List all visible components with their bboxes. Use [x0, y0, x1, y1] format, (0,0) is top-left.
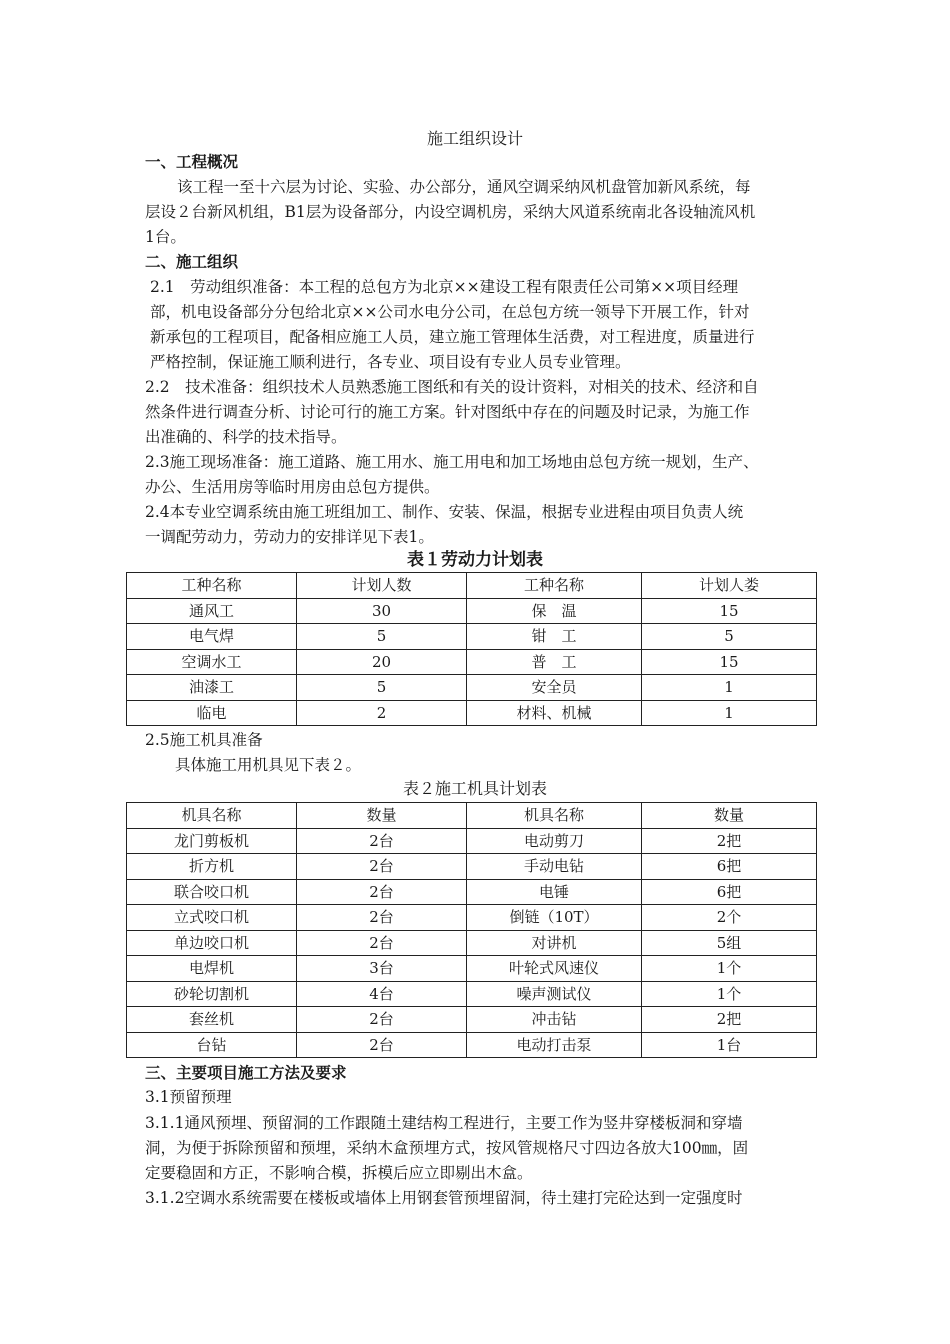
- table-cell: 联合咬口机: [127, 879, 297, 905]
- table-row: [127, 905, 817, 931]
- paragraph-line: 2.3施工现场准备：施工道路、施工用水、施工用电和加工场地由总包方统一规划，生产、: [145, 453, 759, 471]
- paragraph-line: 2.4本专业空调系统由施工班组加工、制作、安装、保温，根据专业进程由项目负责人统: [145, 503, 744, 521]
- paragraph-line: 1台。: [145, 228, 186, 246]
- table-cell: 6把: [642, 879, 817, 905]
- table-cell: 临电: [127, 700, 297, 726]
- subsection-3-1-heading: 3.1预留预理: [145, 1088, 232, 1106]
- table-cell: 2: [297, 700, 467, 726]
- table-cell: 15: [642, 649, 817, 675]
- table-cell: 2个: [642, 905, 817, 931]
- table-cell: 5: [297, 624, 467, 650]
- table-cell: 砂轮切割机: [127, 981, 297, 1007]
- table-row: [127, 879, 817, 905]
- paragraph-line: 2.1 劳动组织准备：本工程的总包方为北京××建设工程有限责任公司第××项目经理: [150, 278, 739, 296]
- table-cell: 1: [642, 700, 817, 726]
- table-header-row: [127, 573, 817, 599]
- paragraph-line: 一调配劳动力，劳动力的安排详见下表1。: [145, 528, 434, 546]
- paragraph-line: 然条件进行调查分析、讨论可行的施工方案。针对图纸中存在的问题及时记录，为施工作: [145, 403, 750, 421]
- table-row: [127, 1007, 817, 1033]
- table-cell: 1: [642, 675, 817, 701]
- table-cell: 普 工: [467, 649, 642, 675]
- table-cell: 冲击钻: [467, 1007, 642, 1033]
- table-row: [127, 1032, 817, 1058]
- table-row: [127, 675, 817, 701]
- table-2-caption: 表２施工机具计划表: [402, 779, 547, 798]
- table-cell: 倒链（10T）: [467, 905, 642, 931]
- table-cell: 噪声测试仪: [467, 981, 642, 1007]
- table-1-caption: 表１劳动力计划表: [407, 550, 543, 570]
- table-cell: 3台: [297, 956, 467, 982]
- table-cell: 电动剪刀: [467, 828, 642, 854]
- paragraph-line: 该工程一至十六层为讨论、实验、办公部分，通风空调采纳风机盘管加新风系统，每: [177, 178, 751, 196]
- table-cell: 手动电钻: [467, 854, 642, 880]
- table-cell: 1个: [642, 956, 817, 982]
- paragraph-line: 层设２台新风机组，B1层为设备部分，内设空调机房，采纳大风道系统南北各设轴流风机: [145, 203, 756, 221]
- table-cell: 叶轮式风速仪: [467, 956, 642, 982]
- subsection-2-5-heading: 2.5施工机具准备: [145, 731, 263, 749]
- table-cell: 套丝机: [127, 1007, 297, 1033]
- paragraph-line: 3.1.2空调水系统需要在楼板或墙体上用钢套管预埋留洞，待土建打完砼达到一定强度时: [145, 1189, 743, 1207]
- table-row: [127, 598, 817, 624]
- table-header-cell: 数量: [642, 803, 817, 829]
- paragraph-line: 出准确的、科学的技术指导。: [145, 428, 347, 446]
- table-cell: 电动打击泵: [467, 1032, 642, 1058]
- table-cell: 油漆工: [127, 675, 297, 701]
- document-title: 施工组织设计: [426, 129, 523, 148]
- table-cell: 2台: [297, 1032, 467, 1058]
- table-cell: 电焊机: [127, 956, 297, 982]
- table-cell: 保 温: [467, 598, 642, 624]
- labor-plan-table: [126, 572, 817, 726]
- table-header-cell: 工种名称: [127, 573, 297, 599]
- table-row: [127, 930, 817, 956]
- table-cell: 2台: [297, 905, 467, 931]
- paragraph-line: 新承包的工程项目，配备相应施工人员，建立施工管理体生活费，对工程进度，质量进行: [150, 328, 755, 346]
- table-cell: 20: [297, 649, 467, 675]
- table-cell: 2把: [642, 1007, 817, 1033]
- table-cell: 2台: [297, 828, 467, 854]
- section-1-heading: 一、工程概况: [145, 153, 239, 171]
- table-cell: 2把: [642, 828, 817, 854]
- table-cell: 台钻: [127, 1032, 297, 1058]
- table-cell: 30: [297, 598, 467, 624]
- equipment-plan-table: [126, 802, 817, 1058]
- table-row: [127, 624, 817, 650]
- table-cell: 5: [642, 624, 817, 650]
- table-cell: 电锤: [467, 879, 642, 905]
- table-cell: 6把: [642, 854, 817, 880]
- table-cell: 2台: [297, 854, 467, 880]
- table-cell: 立式咬口机: [127, 905, 297, 931]
- paragraph-line: 3.1.1通风预埋、预留洞的工作跟随土建结构工程进行，主要工作为竖井穿楼板洞和穿墙: [145, 1114, 743, 1132]
- table-cell: 2台: [297, 930, 467, 956]
- table-row: [127, 854, 817, 880]
- table-row: [127, 828, 817, 854]
- paragraph-line: 定要稳固和方正，不影响合模，拆模后应立即剔出木盒。: [145, 1164, 533, 1182]
- paragraph-line: 严格控制，保证施工顺利进行，各专业、项目设有专业人员专业管理。: [150, 353, 631, 371]
- section-3-heading: 三、主要项目施工方法及要求: [145, 1064, 347, 1082]
- paragraph-line: 具体施工用机具见下表２。: [175, 756, 362, 774]
- table-cell: 空调水工: [127, 649, 297, 675]
- table-cell: 1台: [642, 1032, 817, 1058]
- table-cell: 安全员: [467, 675, 642, 701]
- table-cell: 电气焊: [127, 624, 297, 650]
- table-cell: 龙门剪板机: [127, 828, 297, 854]
- table-row: [127, 956, 817, 982]
- table-cell: 对讲机: [467, 930, 642, 956]
- table-header-cell: 机具名称: [467, 803, 642, 829]
- table-cell: 单边咬口机: [127, 930, 297, 956]
- table-cell: 1个: [642, 981, 817, 1007]
- table-header-cell: 数量: [297, 803, 467, 829]
- table-cell: 材料、机械: [467, 700, 642, 726]
- table-cell: 5组: [642, 930, 817, 956]
- table-cell: 15: [642, 598, 817, 624]
- paragraph-line: 办公、生活用房等临时用房由总包方提供。: [145, 478, 440, 496]
- paragraph-line: 部，机电设备部分分包给北京××公司水电分公司，在总包方统一领导下开展工作，针对: [150, 303, 750, 321]
- table-cell: 2台: [297, 1007, 467, 1033]
- table-cell: 折方机: [127, 854, 297, 880]
- table-cell: 5: [297, 675, 467, 701]
- table-cell: 钳 工: [467, 624, 642, 650]
- table-row: [127, 700, 817, 726]
- paragraph-line: 2.2 技术准备：组织技术人员熟悉施工图纸和有关的设计资料，对相关的技术、经济和自: [145, 378, 759, 396]
- table-header-row: [127, 803, 817, 829]
- table-cell: 4台: [297, 981, 467, 1007]
- table-header-cell: 机具名称: [127, 803, 297, 829]
- table-cell: 2台: [297, 879, 467, 905]
- section-2-heading: 二、施工组织: [145, 253, 239, 271]
- table-cell: 通风工: [127, 598, 297, 624]
- paragraph-line: 洞，为便于拆除预留和预埋，采纳木盒预埋方式，按风管规格尺寸四边各放大100㎜，固: [145, 1139, 749, 1157]
- table-row: [127, 981, 817, 1007]
- table-row: [127, 649, 817, 675]
- table-header-cell: 工种名称: [467, 573, 642, 599]
- table-header-cell: 计划人数: [297, 573, 467, 599]
- table-header-cell: 计划人娄: [642, 573, 817, 599]
